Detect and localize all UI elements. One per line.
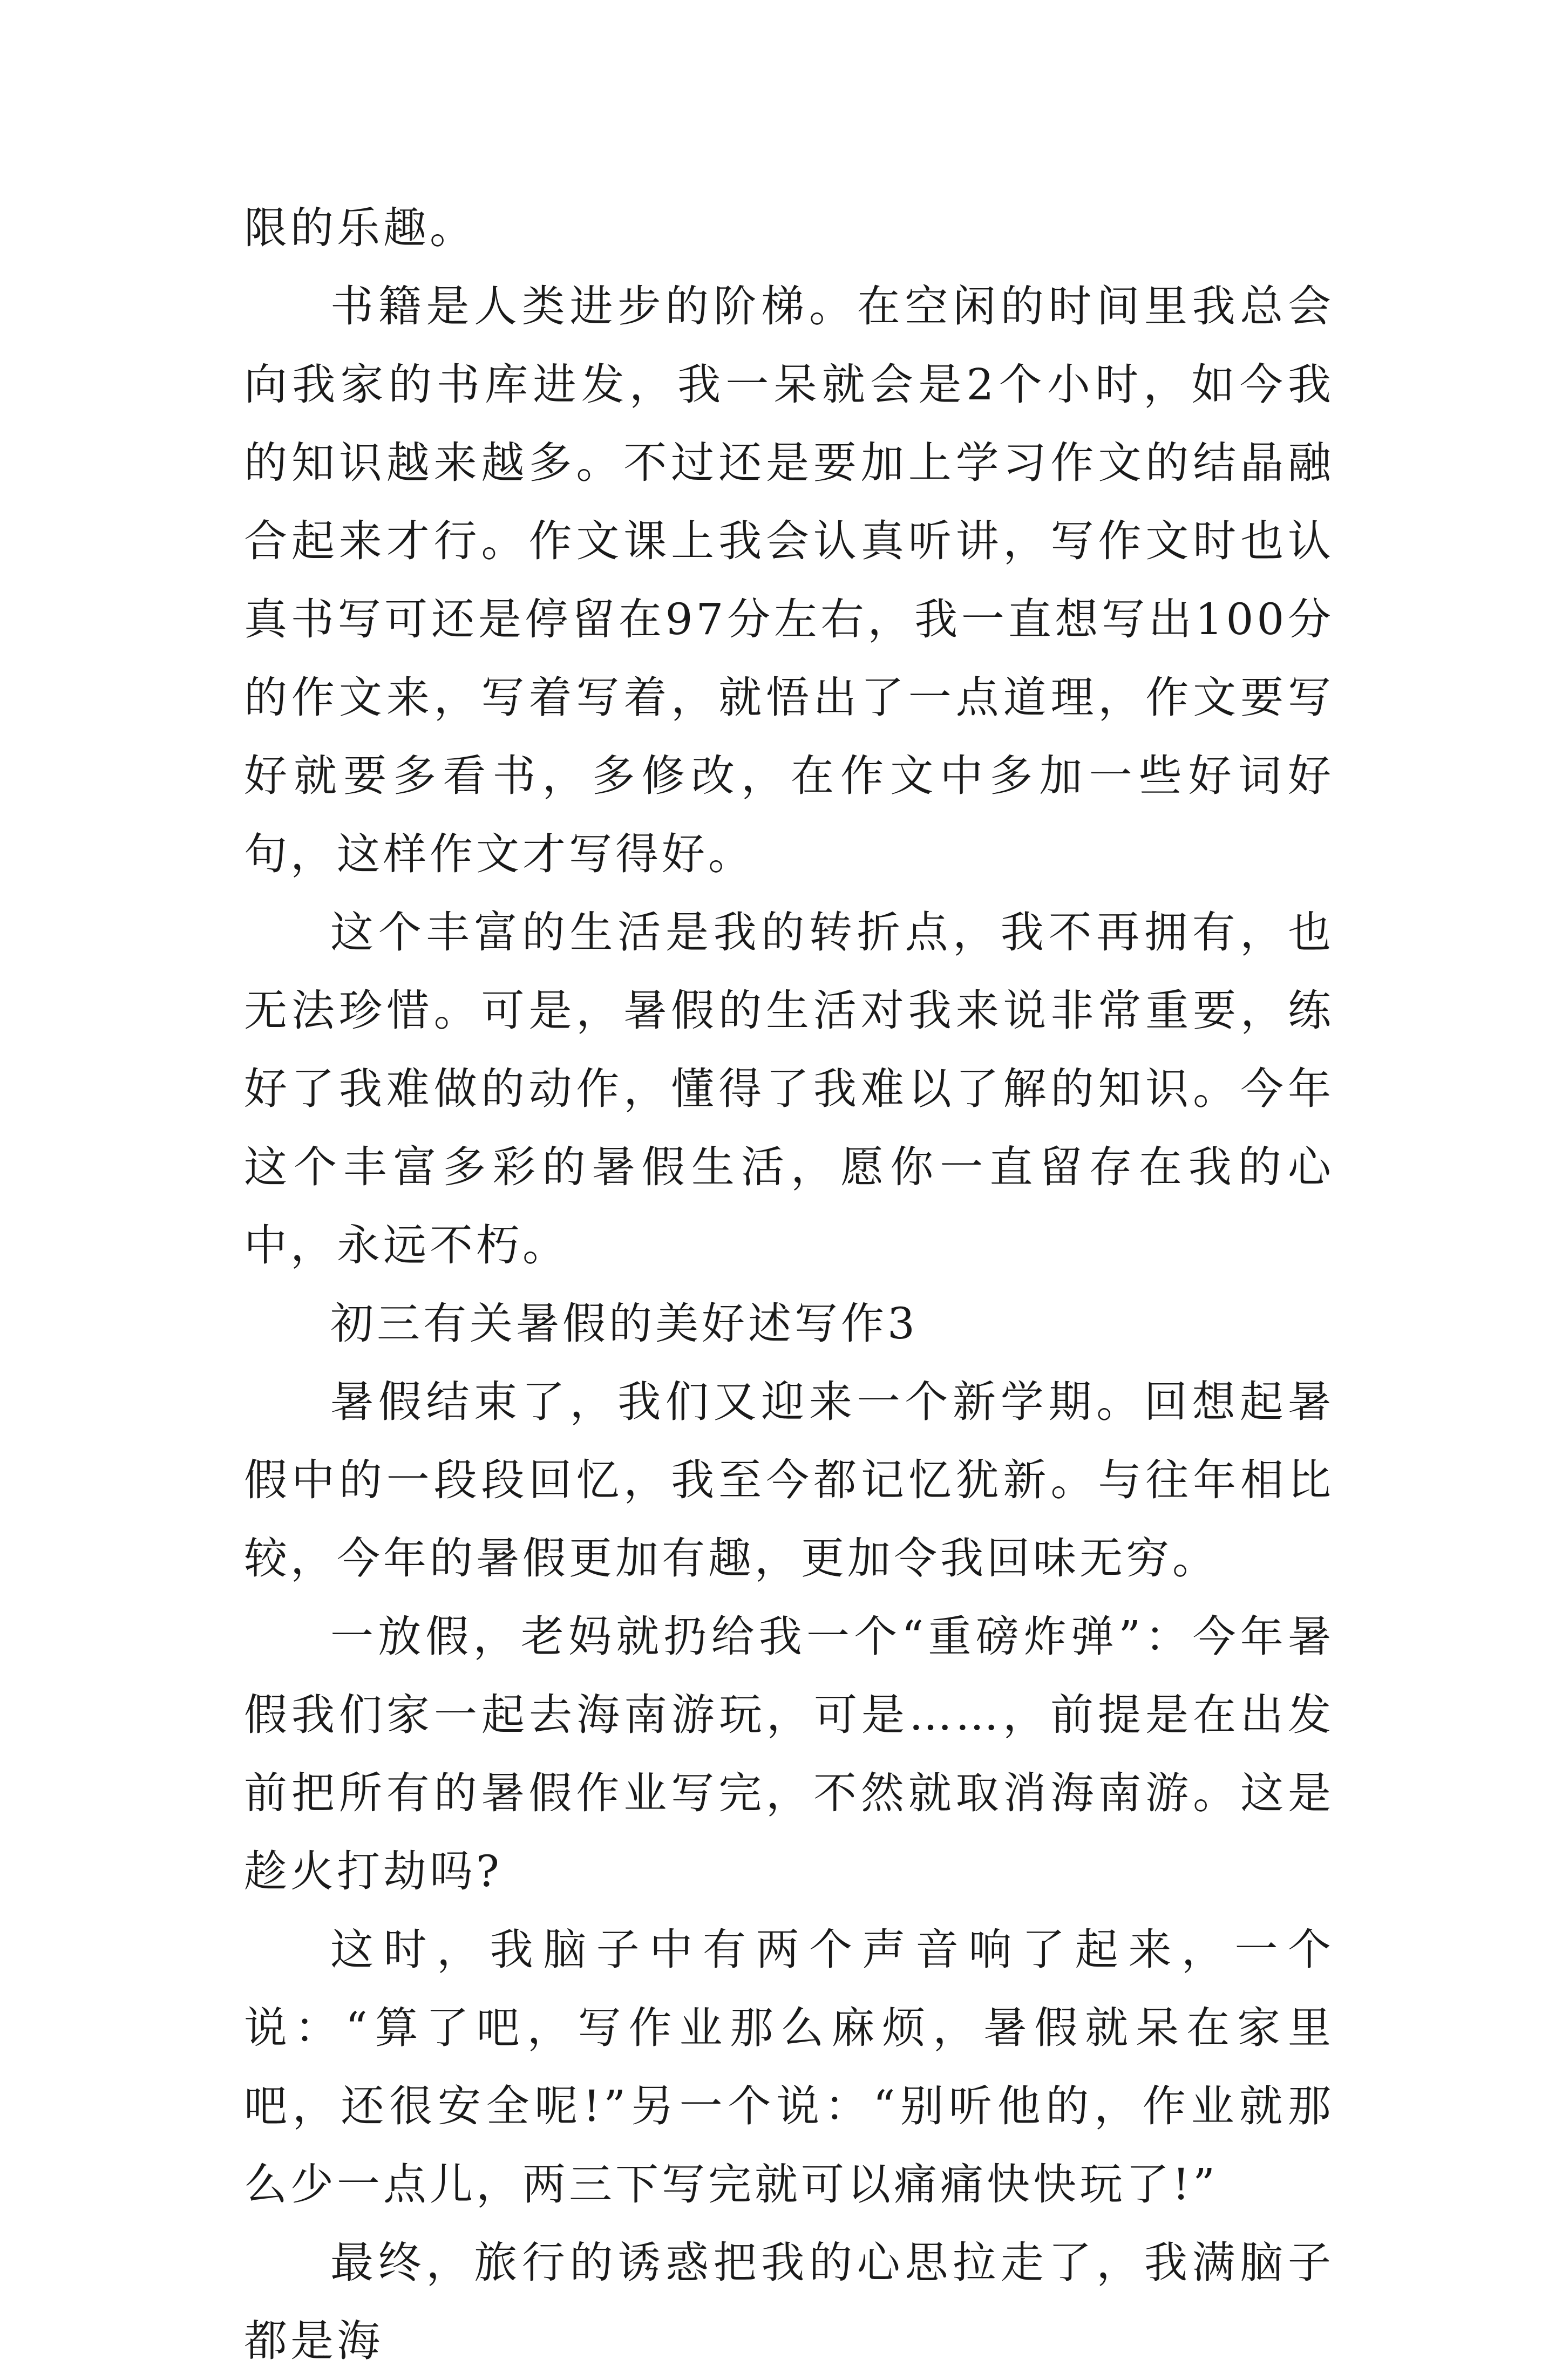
paragraph: 这时，我脑子中有两个声音响了起来，一个说：“算了吧，写作业那么麻烦，暑假就呆在家里吧，还很安全呢!”另一个说：“别听他的，作业就那么少一点儿，两三下写完就可以痛痛快快玩了!” [244, 1925, 1334, 2209]
section-heading: 初三有关暑假的美好述写作3 [330, 1298, 918, 1349]
paragraph: 书籍是人类进步的阶梯。在空闲的时间里我总会向我家的书库进发，我一呆就会是2个小时，如今我的知识越来越多。不过还是要加上学习作文的结晶融合起来才行。作文课上我会认真听讲，写作文时也认真书写可还是停留在97分左右，我一直想写出100分的作文来，写着写着，就悟出了一点道理，作文要写好就要多看书，多修改，在作文中多加一些好词好句，这样作文才写得好。 [244, 281, 1334, 879]
paragraph: 一放假，老妈就扔给我一个“重磅炸弹”：今年暑假我们家一起去海南游玩，可是……，前提是在出发前把所有的暑假作业写完，不然就取消海南游。这是趁火打劫吗? [244, 1611, 1334, 1896]
paragraph: 暑假结束了，我们又迎来一个新学期。回想起暑假中的一段段回忆，我至今都记忆犹新。与往年相比较，今年的暑假更加有趣，更加令我回味无穷。 [244, 1377, 1334, 1583]
document-body [244, 189, 1334, 2380]
paragraph: 限的乐趣。 [244, 203, 476, 253]
paragraph: 最终，旅行的诱惑把我的心思拉走了，我满脑子都是海 [244, 2238, 1334, 2366]
paragraph: 这个丰富的生活是我的转折点，我不再拥有，也无法珍惜。可是，暑假的生活对我来说非常重要，练好了我难做的动作，懂得了我难以了解的知识。今年这个丰富多彩的暑假生活，愿你一直留存在我的心中，永远不朽。 [244, 907, 1334, 1270]
